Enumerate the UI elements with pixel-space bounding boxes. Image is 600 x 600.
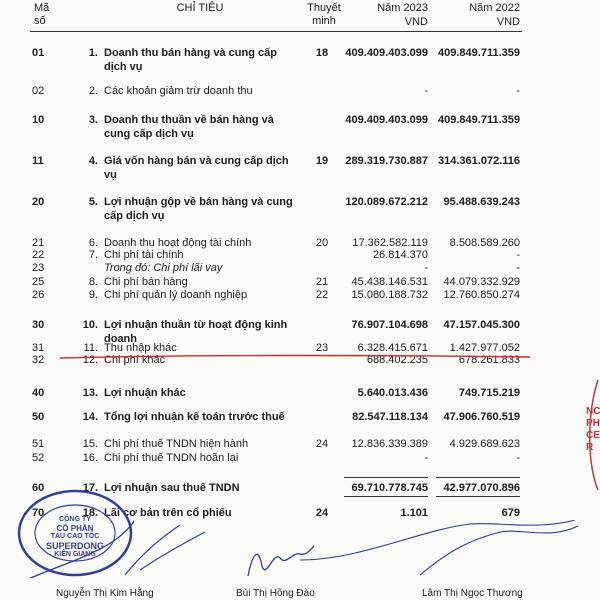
signature-3 (300, 520, 580, 582)
row-value-2023: - (424, 85, 428, 97)
row-value-2023: - (424, 262, 428, 274)
row-description: Chi phí thuế TNDN hoãn lại (104, 452, 239, 464)
row-code: 51 (32, 438, 45, 450)
header-unit-2022: VND (496, 16, 520, 28)
edge-stamp-text-4: R (586, 442, 594, 453)
header-code-label: Mã số (34, 2, 50, 27)
row-description: Lãi cơ bản trên cổ phiếu (104, 507, 232, 519)
row-number: 17. (82, 482, 98, 494)
row-value-2022: 42.977.070.896 (443, 482, 520, 494)
row-code: 31 (32, 342, 45, 354)
header-year-2022: Năm 2022 (469, 2, 520, 14)
row-description: Lợi nhuận sau thuế TNDN (104, 482, 240, 494)
row-value-2022: 95.488.639.243 (443, 196, 520, 208)
row-value-2023: 12.836.339.389 (351, 438, 428, 450)
row-note: 24 (315, 507, 329, 519)
row-number: 9. (88, 289, 98, 301)
row-value-2022: - (516, 452, 520, 464)
signer-3: Lâm Thị Ngọc Thương (422, 588, 523, 599)
row-value-2022: 314.361.072.116 (438, 155, 520, 167)
row-description: Chi phí bán hàng (104, 276, 188, 288)
row-description: Thu nhập khác (104, 342, 177, 354)
row-value-2022: - (516, 249, 520, 261)
row-number: 10. (82, 319, 98, 331)
row-value-2023: 120.089.672.212 (345, 196, 428, 208)
row-note: 24 (315, 438, 329, 450)
row-value-2023: - (424, 452, 428, 464)
row-number: 11. (83, 342, 98, 354)
row-description: Lợi nhuận thuần từ hoạt động kinh doanh (104, 319, 288, 345)
row-code: 25 (32, 276, 45, 288)
row-number: 15. (82, 438, 98, 450)
row-description: Lợi nhuận khác (104, 387, 186, 399)
row-description: Chi phí khác (104, 354, 166, 366)
row-note: 21 (315, 276, 329, 288)
row-number: 12. (82, 354, 98, 366)
row-description: Chi phí tài chính (104, 249, 184, 261)
row-value-2023: 15.080.188.732 (351, 289, 428, 301)
header-year-2023: Năm 2023 (377, 2, 428, 14)
row-value-2023: 26.814.370 (372, 249, 428, 261)
row-code: 20 (32, 196, 45, 208)
header-unit-2023: VND (404, 16, 428, 28)
header-item-label: CHỈ TIÊU (176, 2, 224, 14)
row-value-2022: 409.849.711.359 (438, 47, 520, 59)
signer-1: Nguyễn Thị Kim Hằng (56, 588, 154, 599)
row-note: 18 (315, 47, 329, 59)
row-number: 2. (88, 85, 98, 97)
row-code: 22 (32, 249, 45, 261)
row-value-2023: 6.328.415.671 (357, 342, 428, 354)
row-code: 26 (32, 289, 45, 301)
seal-line-5: KIÊN GIANG (54, 551, 96, 558)
row-description: Doanh thu bán hàng và cung cấp dịch vụ (104, 47, 277, 73)
row-value-2022: 47.906.760.519 (443, 411, 520, 423)
row-number: 18. (82, 507, 98, 519)
total-rule-2023-bottom (344, 496, 428, 497)
row-number: 14. (82, 411, 98, 423)
row-value-2022: - (516, 85, 520, 97)
row-code: 23 (32, 262, 45, 274)
row-number: 6. (88, 237, 98, 249)
total-rule-2023 (344, 477, 428, 478)
row-code: 02 (32, 85, 45, 97)
signer-2: Bùi Thị Hồng Đào (236, 588, 315, 599)
row-value-2023: 69.710.778.745 (351, 482, 428, 494)
signature-1 (120, 520, 210, 580)
red-pen-underline (60, 354, 530, 360)
row-value-2022: 12.760.850.274 (443, 289, 520, 301)
row-code: 30 (32, 319, 45, 331)
row-description: Chi phí quản lý doanh nghiệp (104, 289, 248, 301)
row-code: 32 (32, 354, 45, 366)
row-value-2022: 1.427.977.052 (449, 342, 520, 354)
edge-stamp-text-3: CE (586, 430, 600, 441)
row-value-2023: 5.640.013.436 (357, 387, 428, 399)
row-description: Trong đó: Chi phí lãi vay (104, 262, 223, 274)
row-value-2023: 45.438.146.531 (351, 276, 428, 288)
row-number: 4. (88, 155, 98, 167)
row-value-2022: 44.079.332.929 (443, 276, 520, 288)
seal-line-4: SUPERDONG (45, 541, 104, 551)
row-number: 7. (88, 249, 98, 261)
row-value-2023: 409.409.403.099 (345, 114, 428, 126)
header-note-label: Thuyết minh (307, 2, 341, 27)
row-value-2023: 82.547.118.134 (352, 411, 428, 423)
row-description: Các khoản giảm trừ doanh thu (104, 85, 253, 97)
row-value-2022: 749.715.219 (458, 387, 520, 399)
row-value-2022: 8.508.589.260 (449, 237, 520, 249)
header-rule (30, 31, 522, 32)
company-seal (16, 488, 134, 578)
row-description: Tổng lợi nhuận kế toán trước thuế (104, 411, 285, 423)
row-description: Doanh thu hoạt động tài chính (104, 237, 252, 249)
row-number: 5. (88, 196, 98, 208)
row-value-2023: 1.101 (400, 507, 428, 519)
row-note: 20 (315, 237, 329, 249)
row-code: 60 (32, 482, 45, 494)
edge-stamp-text-1: NC (586, 406, 600, 417)
row-note: 22 (315, 289, 329, 301)
seal-line-2: CỔ PHẦN (56, 524, 94, 533)
row-code: 52 (32, 452, 45, 464)
row-note: 23 (315, 342, 329, 354)
seal-line-1: CÔNG TY (59, 516, 91, 523)
row-value-2023: 409.409.403.099 (345, 47, 428, 59)
total-rule-2022 (436, 477, 520, 478)
total-rule-2022-bottom (436, 496, 520, 497)
row-code: 50 (32, 411, 45, 423)
row-value-2023: 688.402.235 (366, 354, 428, 366)
row-code: 10 (32, 114, 45, 126)
row-value-2022: 47.157.045.300 (443, 319, 520, 331)
row-number: 3. (88, 114, 98, 126)
row-value-2022: 409.849.711.359 (438, 114, 520, 126)
row-code: 70 (32, 507, 45, 519)
row-value-2022: - (516, 262, 520, 274)
row-number: 1. (88, 47, 98, 59)
row-number: 13. (82, 387, 98, 399)
row-value-2022: 678.261.833 (458, 354, 520, 366)
seal-line-3: TÀU CAO TỐC (50, 533, 100, 540)
row-code: 21 (32, 237, 45, 249)
edge-stamp-text-2: PH (586, 418, 600, 429)
row-code: 11 (32, 155, 44, 167)
row-code: 01 (32, 47, 45, 59)
row-value-2023: 289.319.730.887 (345, 155, 428, 167)
row-value-2023: 17.362.582.119 (352, 237, 428, 249)
row-note: 19 (315, 155, 329, 167)
row-description: Lợi nhuận gộp về bán hàng và cung cấp dịch vụ (104, 196, 293, 222)
row-description: Giá vốn hàng bán và cung cấp dịch vụ (104, 155, 289, 181)
row-number: 8. (88, 276, 98, 288)
row-value-2022: 4.929.689.623 (449, 438, 520, 450)
row-value-2022: 679 (501, 507, 520, 519)
row-description: Chi phí thuế TNDN hiện hành (104, 438, 249, 450)
row-code: 40 (32, 387, 45, 399)
row-number: 16. (82, 452, 98, 464)
row-value-2023: 76.907.104.698 (351, 319, 428, 331)
row-description: Doanh thu thuần về bán hàng và cung cấp dịch vụ (104, 114, 274, 140)
